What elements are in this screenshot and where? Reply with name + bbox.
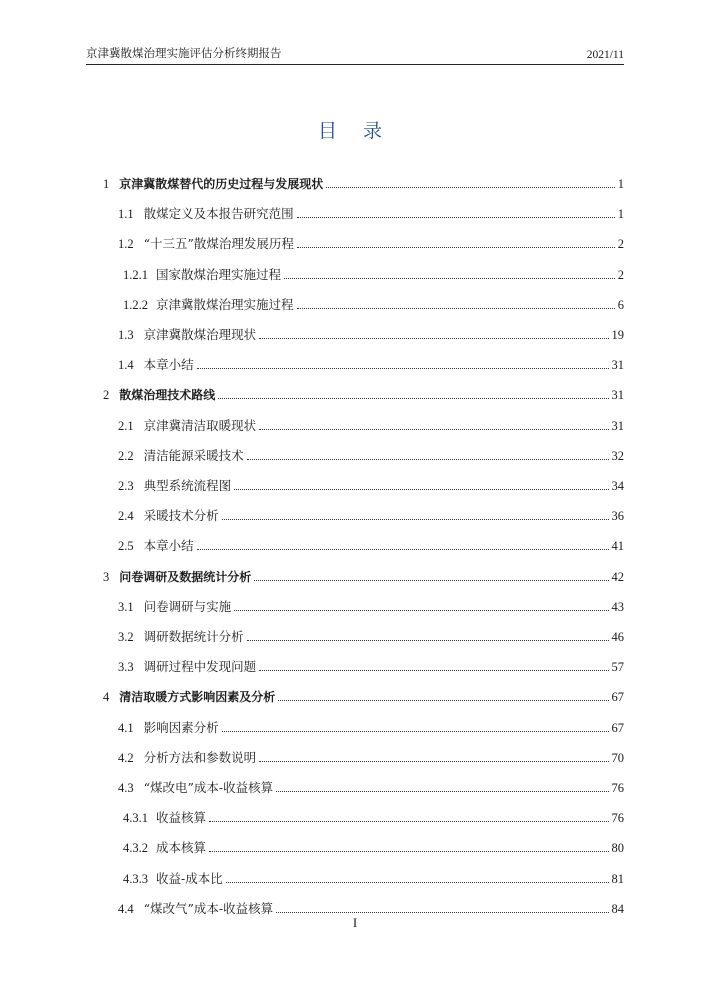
toc-entry-number: 4.1 — [118, 720, 134, 735]
toc-entry-page: 2 — [617, 237, 624, 252]
toc-entry-number: 1.2 — [118, 237, 134, 252]
toc-entry-page: 2 — [617, 267, 624, 282]
toc-entry[interactable] — [0, 897, 710, 917]
toc-dot-leader — [234, 610, 608, 611]
toc-entry-page: 43 — [611, 599, 624, 614]
toc-dot-leader — [259, 338, 608, 339]
toc-entry[interactable] — [0, 444, 710, 464]
toc-entry-page: 67 — [611, 690, 624, 705]
toc-entry-number: 4.3 — [118, 781, 134, 795]
toc-entry[interactable] — [0, 746, 710, 766]
toc-entry-label: 分析方法和参数说明 — [143, 749, 257, 765]
toc-entry-label: “十三五”散煤治理发展历程 — [143, 236, 294, 252]
toc-entry-label: “煤改气”成本-收益核算 — [143, 900, 274, 916]
toc-entry-page: 41 — [611, 539, 624, 554]
toc-entry-label: 问卷调研及数据统计分析 — [119, 569, 252, 584]
toc-entry-page: 32 — [611, 448, 624, 463]
toc-entry-page: 6 — [617, 297, 624, 312]
toc-entry-page: 31 — [611, 388, 624, 403]
toc-dot-leader — [284, 278, 615, 279]
toc-entry-label: 京津冀散煤治理现状 — [143, 327, 257, 342]
toc-dot-leader — [259, 761, 608, 762]
toc-entry-number: 4.3.3 — [123, 871, 148, 886]
toc-entry-label: 影响因素分析 — [143, 719, 219, 735]
toc-dot-leader — [247, 459, 609, 460]
toc-entry-label: 本章小结 — [143, 538, 194, 554]
toc-entry[interactable] — [0, 716, 710, 736]
toc-entry-number: 2.4 — [118, 509, 134, 524]
toc-dot-leader — [259, 670, 608, 671]
toc-dot-leader — [259, 429, 608, 430]
toc-entry[interactable] — [0, 836, 710, 856]
toc-dot-leader — [276, 912, 608, 913]
toc-dot-leader — [247, 640, 609, 641]
toc-entry-number: 3.1 — [118, 599, 134, 614]
toc-entry-page: 36 — [611, 509, 624, 524]
toc-entry[interactable] — [0, 263, 710, 283]
toc-dot-leader — [254, 580, 608, 581]
toc-entry-page: 1 — [617, 207, 624, 222]
toc-entry[interactable] — [0, 685, 710, 705]
toc-entry-label: 收益核算 — [156, 810, 207, 826]
toc-entry[interactable] — [0, 565, 710, 585]
toc-entry-label: 京津冀散煤替代的历史过程与发展现状 — [119, 177, 324, 191]
toc-entry-number: 1.3 — [118, 328, 134, 342]
toc-entry[interactable] — [0, 474, 710, 494]
toc-entry-page: 1 — [617, 177, 624, 191]
toc-entry-number: 3.3 — [118, 660, 134, 675]
toc-entry-page: 46 — [611, 630, 624, 644]
toc-entry-number: 4.3.2 — [123, 841, 148, 856]
toc-entry[interactable] — [0, 353, 710, 373]
toc-entry-page: 84 — [611, 901, 624, 916]
toc-entry-number: 2 — [103, 388, 110, 403]
toc-entry[interactable] — [0, 383, 710, 403]
toc-entry-label: 调研数据统计分析 — [143, 629, 244, 644]
toc-entry[interactable] — [0, 293, 710, 313]
toc-entry[interactable] — [0, 232, 710, 252]
toc-entry-number: 1.2.1 — [123, 267, 148, 282]
toc-entry-label: 问卷调研与实施 — [143, 598, 232, 614]
toc-entry-page: 76 — [611, 781, 624, 795]
toc-entry[interactable] — [0, 414, 710, 434]
toc-dot-leader — [278, 700, 608, 701]
toc-entry-label: 调研过程中发现问题 — [143, 659, 257, 675]
toc-entry-label: 采暖技术分析 — [143, 508, 219, 524]
toc-dot-leader — [197, 368, 609, 369]
toc-entry-label: 散煤定义及本报告研究范围 — [143, 206, 294, 222]
toc-dot-leader — [218, 398, 608, 399]
toc-entry-label: 收益-成本比 — [156, 870, 223, 886]
toc-entry-page: 57 — [611, 660, 624, 675]
toc-entry-number: 1 — [103, 177, 110, 191]
toc-entry-label: 清洁取暖方式影响因素及分析 — [119, 690, 276, 705]
toc-entry-page: 76 — [611, 811, 624, 826]
toc-dot-leader — [297, 308, 615, 309]
toc-entry-number: 2.3 — [118, 479, 134, 493]
toc-dot-leader — [297, 247, 615, 248]
toc-dot-leader — [197, 549, 609, 550]
toc-entry-number: 2.5 — [118, 539, 134, 554]
toc-entry-page: 31 — [611, 418, 624, 433]
toc-entry-label: 国家散煤治理实施过程 — [156, 266, 282, 282]
toc-entry-page: 81 — [611, 871, 624, 886]
toc-entry-label: 散煤治理技术路线 — [119, 388, 216, 403]
toc-title: 目 录 — [317, 120, 393, 142]
toc-entry[interactable] — [0, 172, 710, 192]
toc-dot-leader — [222, 731, 609, 732]
toc-entry-number: 4.4 — [118, 901, 134, 916]
toc-entry-page: 67 — [611, 720, 624, 735]
toc-entry-number: 4.2 — [118, 750, 134, 765]
toc-entry-label: 京津冀散煤治理实施过程 — [156, 296, 294, 312]
header-date: 2021/11 — [586, 49, 624, 61]
toc-dot-leader — [226, 882, 609, 883]
toc-entry-number: 1.1 — [118, 207, 134, 222]
toc-entry[interactable] — [0, 504, 710, 524]
toc-entry-number: 4.3.1 — [123, 811, 148, 826]
toc-dot-leader — [234, 489, 608, 490]
toc-entry-page: 70 — [611, 750, 624, 765]
toc-entry[interactable] — [0, 776, 710, 796]
page-number: I — [352, 915, 358, 930]
toc-entry-page: 31 — [611, 358, 624, 373]
toc-dot-leader — [209, 821, 608, 822]
toc-entry-label: 成本核算 — [156, 840, 207, 856]
header-report-title: 京津冀散煤治理实施评估分析终期报告 — [86, 46, 282, 60]
toc-entry[interactable] — [0, 806, 710, 826]
toc-entry[interactable] — [0, 323, 710, 343]
toc-entry[interactable] — [0, 534, 710, 554]
toc-entry-number: 4 — [103, 690, 110, 705]
toc-entry-number: 2.1 — [118, 418, 134, 433]
toc-entry[interactable] — [0, 202, 710, 222]
toc-entry[interactable] — [0, 655, 710, 675]
toc-entry-label: 京津冀清洁取暖现状 — [143, 417, 257, 433]
toc-dot-leader — [297, 217, 615, 218]
toc-entry-label: “煤改电”成本-收益核算 — [143, 780, 274, 795]
toc-entry-page: 80 — [611, 841, 624, 856]
toc-entry-label: 本章小结 — [143, 357, 194, 373]
toc-entry-page: 34 — [611, 479, 624, 493]
toc-dot-leader — [326, 187, 614, 188]
toc-entry-label: 典型系统流程图 — [143, 478, 232, 493]
toc-entry-number: 1.4 — [118, 358, 134, 373]
toc-entry[interactable] — [0, 625, 710, 645]
toc-entry-number: 2.2 — [118, 448, 134, 463]
toc-entry-number: 1.2.2 — [123, 297, 148, 312]
toc-entry-label: 清洁能源采暖技术 — [143, 447, 244, 463]
toc-dot-leader — [276, 791, 608, 792]
toc-entry[interactable] — [0, 867, 710, 887]
toc-dot-leader — [209, 851, 608, 852]
toc-entry-number: 3 — [103, 569, 110, 584]
toc-entry-number: 3.2 — [118, 630, 134, 644]
toc-dot-leader — [222, 519, 609, 520]
toc-entry-page: 19 — [611, 328, 624, 342]
toc-entry[interactable] — [0, 595, 710, 615]
toc-entry-page: 42 — [611, 569, 624, 584]
